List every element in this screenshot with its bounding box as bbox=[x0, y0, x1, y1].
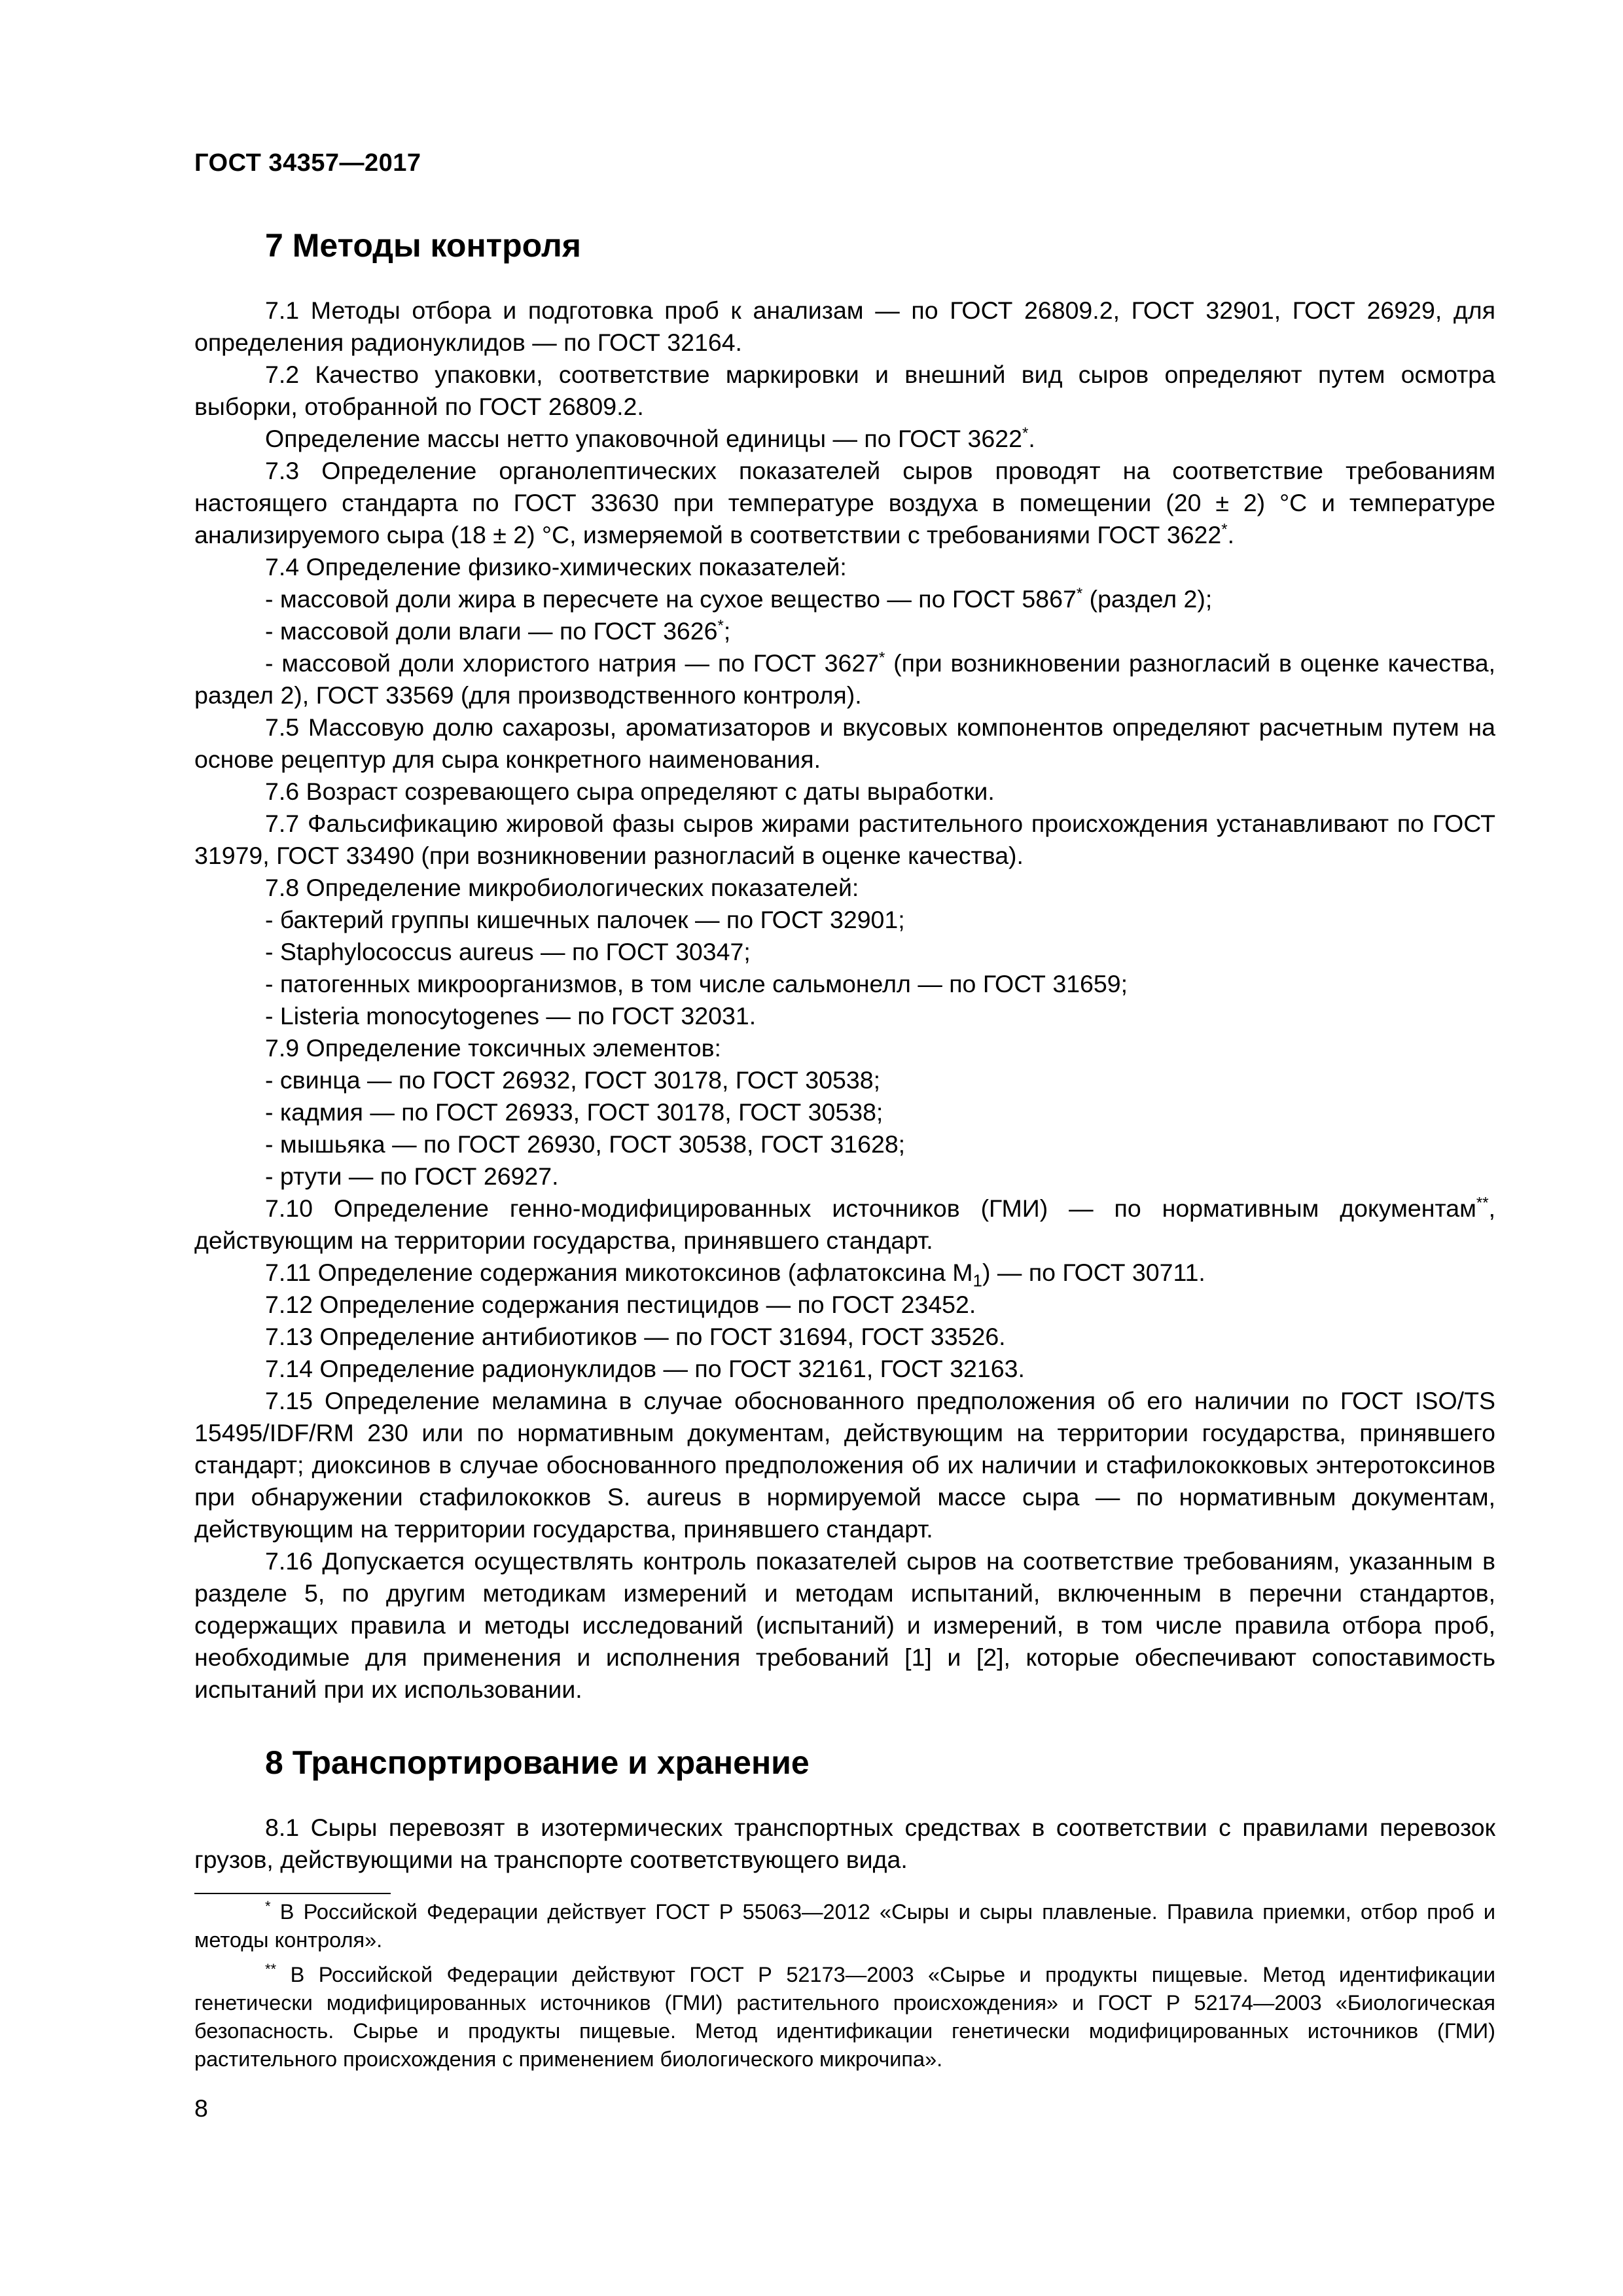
paragraph-net-weight: Определение массы нетто упаковочной единицы — по ГОСТ 3622*. bbox=[265, 424, 1035, 452]
section-8-title: 8 Транспортирование и хранение bbox=[265, 1744, 810, 1781]
paragraph-7-1: 7.1 Методы отбора и подготовка проб к анализам — по ГОСТ 26809.2, ГОСТ 32901, ГОСТ 26929, для определения радионуклидов — по ГОСТ 32164. bbox=[194, 296, 1495, 356]
section-7-title: 7 Методы контроля bbox=[265, 227, 581, 264]
footnote-separator bbox=[194, 1893, 391, 1894]
list-item-salt: - массовой доли хлористого натрия — по ГОСТ 3627* (при возникновении разногласий в оценке качества, раздел 2), ГОСТ 33569 (для производственного контроля). bbox=[194, 649, 1495, 709]
list-item-listeria: - Listeria monocytogenes — по ГОСТ 32031. bbox=[265, 1002, 757, 1030]
list-item-moisture: - массовой доли влаги — по ГОСТ 3626*; bbox=[265, 617, 731, 645]
footnote-ref-star[interactable]: * bbox=[1076, 584, 1083, 603]
paragraph-7-13: 7.13 Определение антибиотиков — по ГОСТ 31694, ГОСТ 33526. bbox=[265, 1323, 1006, 1350]
footnote-double-star: ** В Российской Федерации действуют ГОСТ Р 52173—2003 «Сырье и продукты пищевые. Метод идентификации генетически модифицированных источников (ГМИ) растительного происхождения» и ГОСТ Р 52174—2003 «Биологическая безопасность. Сырье и продукты пищевые. Метод идентификации генетически модифицированных источников (ГМИ) растительного происхождения с применением биологического микрочипа». bbox=[194, 1961, 1495, 2071]
list-item-lead: - свинца — по ГОСТ 26932, ГОСТ 30178, ГОСТ 30538; bbox=[265, 1066, 881, 1094]
standard-id: ГОСТ 34357—2017 bbox=[194, 149, 421, 177]
paragraph-7-7: 7.7 Фальсификацию жировой фазы сыров жирами растительного происхождения устанавливают по ГОСТ 31979, ГОСТ 33490 (при возникновении разногласий в оценке качества). bbox=[194, 810, 1495, 869]
paragraph-7-9: 7.9 Определение токсичных элементов: bbox=[265, 1034, 721, 1062]
paragraph-7-4: 7.4 Определение физико-химических показателей: bbox=[265, 553, 847, 581]
paragraph-7-12: 7.12 Определение содержания пестицидов — по ГОСТ 23452. bbox=[265, 1291, 976, 1318]
paragraph-7-15: 7.15 Определение меламина в случае обоснованного предположения об его наличии по ГОСТ ISO/TS 15495/IDF/RM 230 или по нормативным документам, действующим на территории государства, принявшего стандарт; диоксинов в случае обоснованного предположения об их наличии и стафилококковых энтеротоксинов при обнаружении стафилококков S. aureus в нормируемой массе сыра — по нормативным документам, действующим на территории государства, принявшего стандарт. bbox=[194, 1387, 1495, 1543]
paragraph-7-3: 7.3 Определение органолептических показателей сыров проводят на соответствие требованиям настоящего стандарта по ГОСТ 33630 при температуре воздуха в помещении (20 ± 2) °C и температуре анализируемого сыра (18 ± 2) °C, измеряемой в соответствии с требованиями ГОСТ 3622*. bbox=[194, 457, 1495, 548]
footnote-star: * В Российской Федерации действует ГОСТ Р 55063—2012 «Сыры и сыры плавленые. Правила приемки, отбор проб и методы контроля». bbox=[194, 1898, 1495, 1952]
paragraph-7-16: 7.16 Допускается осуществлять контроль показателей сыров на соответствие требованиям, указанным в разделе 5, по другим методикам измерений и методам испытаний, включенным в перечни стандартов, содержащих правила и методы исследований (испытаний) и измерений, в том числе правила отбора проб, необходимые для применения и исполнения требований [1] и [2], которые обеспечивают сопоставимость испытаний при их использовании. bbox=[194, 1547, 1495, 1703]
footnote-ref-star[interactable]: * bbox=[879, 649, 885, 667]
list-item-cadmium: - кадмия — по ГОСТ 26933, ГОСТ 30178, ГОСТ 30538; bbox=[265, 1098, 883, 1126]
footnote-ref-star[interactable]: * bbox=[717, 617, 724, 635]
paragraph-7-2: 7.2 Качество упаковки, соответствие маркировки и внешний вид сыров определяют путем осмотра выборки, отобранной по ГОСТ 26809.2. bbox=[194, 361, 1495, 420]
paragraph-7-6: 7.6 Возраст созревающего сыра определяют с даты выработки. bbox=[265, 778, 995, 805]
list-item-arsenic: - мышьяка — по ГОСТ 26930, ГОСТ 30538, ГОСТ 31628; bbox=[265, 1130, 906, 1158]
paragraph-7-10: 7.10 Определение генно-модифицированных источников (ГМИ) — по нормативным документам**, действующим на территории государства, принявшего стандарт. bbox=[194, 1194, 1495, 1254]
footnote-ref-star[interactable]: * bbox=[1221, 520, 1228, 539]
paragraph-7-8: 7.8 Определение микробиологических показателей: bbox=[265, 874, 859, 901]
footnote-ref-double-star[interactable]: ** bbox=[1476, 1194, 1489, 1212]
footnote-ref-star[interactable]: * bbox=[1022, 424, 1029, 442]
paragraph-7-11: 7.11 Определение содержания микотоксинов (афлатоксина $M_1$) — по ГОСТ 30711. bbox=[265, 1259, 1205, 1291]
page-number: 8 bbox=[194, 2094, 208, 2122]
subscript-one: 1 bbox=[972, 1270, 982, 1291]
footnote-mark: ** bbox=[265, 1961, 277, 1978]
list-item-pathogens: - патогенных микроорганизмов, в том числе сальмонелл — по ГОСТ 31659; bbox=[265, 970, 1128, 997]
footnotes bbox=[194, 1898, 1495, 2080]
paragraph-7-5: 7.5 Массовую долю сахарозы, ароматизаторов и вкусовых компонентов определяют расчетным путем на основе рецептур для сыра конкретного наименования. bbox=[194, 713, 1495, 773]
list-item-fat: - массовой доли жира в пересчете на сухое вещество — по ГОСТ 5867* (раздел 2); bbox=[265, 584, 1213, 613]
list-item-coliform: - бактерий группы кишечных палочек — по ГОСТ 32901; bbox=[265, 906, 905, 933]
paragraph-7-14: 7.14 Определение радионуклидов — по ГОСТ 32161, ГОСТ 32163. bbox=[265, 1355, 1025, 1382]
list-item-staphylococcus: - Staphylococcus aureus — по ГОСТ 30347; bbox=[265, 938, 751, 965]
paragraph-8-1: 8.1 Сыры перевозят в изотермических транспортных средствах в соответствии с правилами перевозок грузов, действующими на транспорте соответствующего вида. bbox=[194, 1814, 1495, 1873]
list-item-mercury: - ртути — по ГОСТ 26927. bbox=[265, 1162, 559, 1190]
main-content bbox=[194, 223, 1495, 1876]
footnote-mark: * bbox=[265, 1898, 271, 1915]
